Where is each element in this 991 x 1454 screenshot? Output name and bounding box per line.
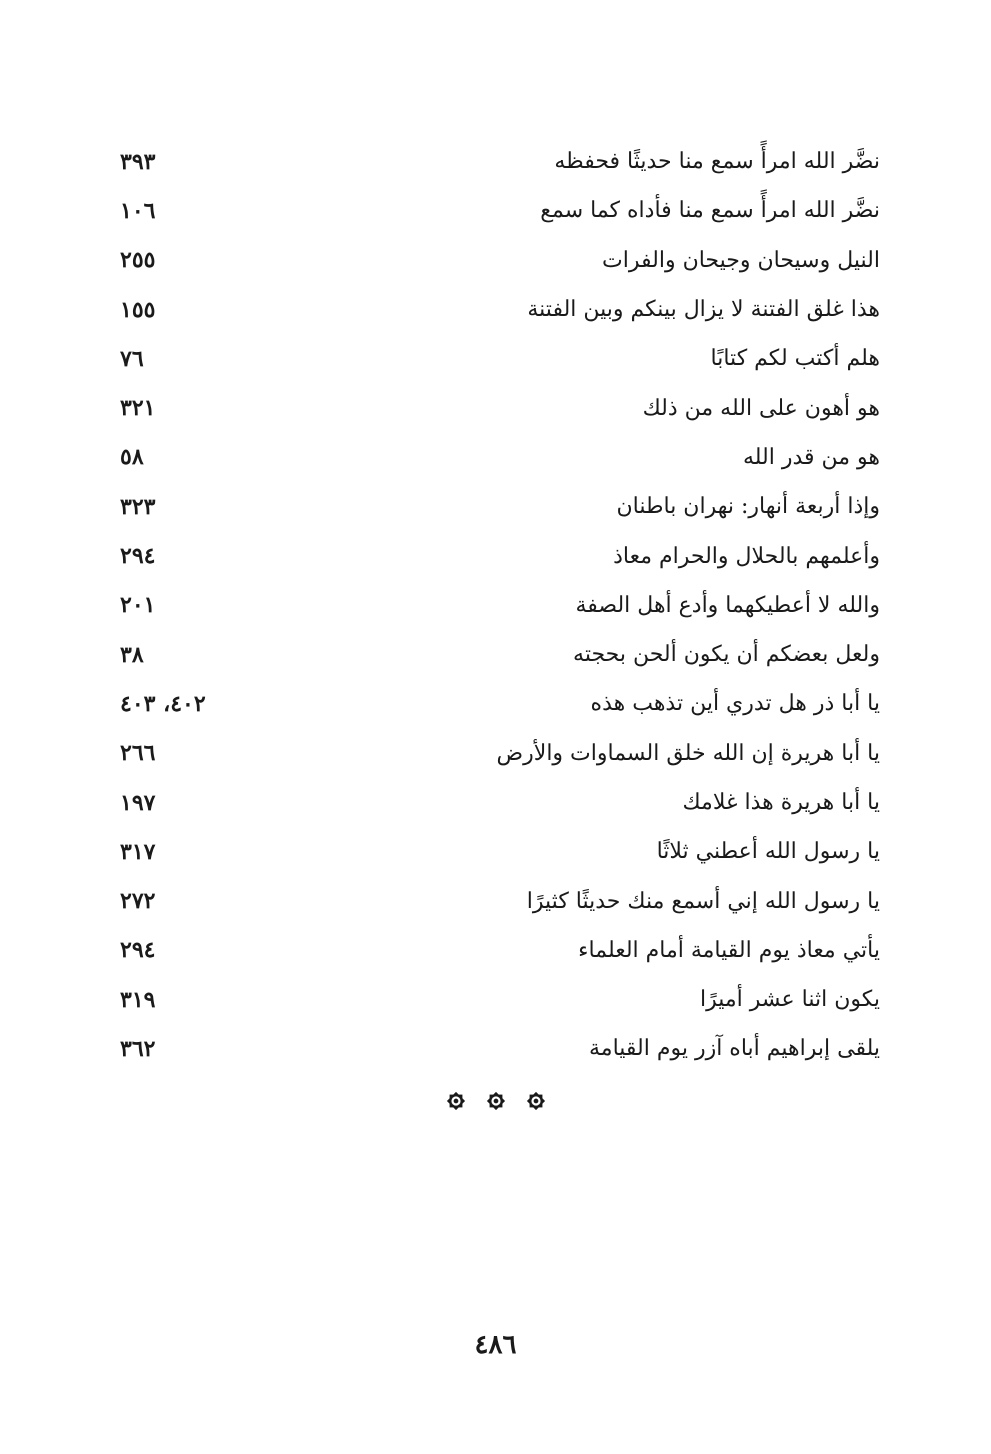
index-list bbox=[120, 137, 880, 1074]
index-entry-phrase: ولعل بعضكم أن يكون ألحن بحجته bbox=[573, 642, 880, 668]
index-entry-phrase: هذا غلق الفتنة لا يزال بينكم وبين الفتنة bbox=[527, 297, 880, 323]
index-entry-pages: ١٥٥ bbox=[120, 296, 156, 323]
ornament-star-icon bbox=[445, 1090, 467, 1112]
index-entry-phrase: هلم أكتب لكم كتابًا bbox=[710, 346, 880, 372]
index-entry bbox=[120, 926, 880, 975]
index-entry bbox=[120, 581, 880, 630]
index-entry-pages: ٧٦ bbox=[120, 345, 144, 372]
index-entry bbox=[120, 482, 880, 531]
index-entry-phrase: يا رسول الله إني أسمع منك حديثًا كثيرًا bbox=[526, 888, 880, 914]
index-entry-phrase: نضَّر الله امرأً سمع منا فأداه كما سمع bbox=[540, 198, 880, 224]
index-entry bbox=[120, 383, 880, 432]
index-entry bbox=[120, 630, 880, 679]
index-entry-phrase: يكون اثنا عشر أميرًا bbox=[699, 987, 880, 1013]
index-entry-phrase: يا أبا ذر هل تدري أين تذهب هذه bbox=[590, 691, 880, 717]
index-entry-pages: ١٩٧ bbox=[120, 789, 156, 816]
index-entry-phrase: يلقى إبراهيم أباه آزر يوم القيامة bbox=[588, 1036, 880, 1062]
index-entry-pages: ٢٩٤ bbox=[120, 937, 156, 964]
index-entry-pages: ٢٧٢ bbox=[120, 888, 156, 915]
index-entry-phrase: يا رسول الله أعطني ثلاثًا bbox=[656, 839, 880, 865]
index-entry-phrase: يأتي معاذ يوم القيامة أمام العلماء bbox=[578, 937, 880, 963]
index-entry-phrase: النيل وسيحان وجيحان والفرات bbox=[602, 247, 880, 273]
index-entry-pages: ٥٨ bbox=[120, 444, 144, 471]
index-entry-pages: ٣٢١ bbox=[120, 395, 156, 422]
index-entry-phrase: والله لا أعطيكهما وأدع أهل الصفة bbox=[575, 592, 880, 618]
index-entry bbox=[120, 975, 880, 1024]
index-entry bbox=[120, 186, 880, 235]
index-entry-phrase: نضَّر الله امرأً سمع منا حديثًا فحفظه bbox=[554, 149, 880, 175]
index-entry-pages: ٤٠٢، ٤٠٣ bbox=[120, 690, 206, 717]
index-entry-phrase: وإذا أربعة أنهار: نهران باطنان bbox=[616, 494, 880, 520]
index-entry-pages: ٣١٧ bbox=[120, 838, 156, 865]
ornament-star-icon bbox=[485, 1090, 507, 1112]
index-entry bbox=[120, 876, 880, 925]
index-entry-phrase: يا أبا هريرة هذا غلامك bbox=[682, 790, 880, 815]
index-entry-phrase: وأعلمهم بالحلال والحرام معاذ bbox=[613, 543, 880, 569]
index-entry bbox=[120, 137, 880, 186]
index-entry bbox=[120, 679, 880, 728]
index-entry-pages: ٢٥٥ bbox=[120, 247, 156, 274]
index-entry-pages: ٣٩٣ bbox=[120, 148, 156, 175]
index-entry bbox=[120, 778, 880, 827]
index-entry bbox=[120, 827, 880, 876]
index-entry bbox=[120, 531, 880, 580]
index-entry-phrase: هو أهون على الله من ذلك bbox=[642, 395, 880, 421]
index-entry-phrase: يا أبا هريرة إن الله خلق السماوات والأرض bbox=[496, 740, 880, 766]
index-entry-pages: ٢٦٦ bbox=[120, 740, 156, 767]
index-entry bbox=[120, 433, 880, 482]
index-entry-pages: ١٠٦ bbox=[120, 197, 156, 224]
index-entry-pages: ٣٦٢ bbox=[120, 1035, 156, 1062]
index-entry-pages: ٢٠١ bbox=[120, 592, 156, 619]
ornament-star-icon bbox=[525, 1090, 547, 1112]
index-entry-pages: ٣١٩ bbox=[120, 986, 156, 1013]
index-entry bbox=[120, 334, 880, 383]
page-number: ٤٨٦ bbox=[474, 1330, 517, 1360]
index-entry-phrase: هو من قدر الله bbox=[742, 444, 880, 470]
index-entry-pages: ٢٩٤ bbox=[120, 543, 156, 570]
index-entry bbox=[120, 729, 880, 778]
index-entry bbox=[120, 285, 880, 334]
index-entry-pages: ٣٢٣ bbox=[120, 493, 156, 520]
section-divider bbox=[0, 1090, 991, 1112]
index-entry bbox=[120, 236, 880, 285]
index-entry-pages: ٣٨ bbox=[120, 641, 144, 668]
index-entry bbox=[120, 1024, 880, 1073]
